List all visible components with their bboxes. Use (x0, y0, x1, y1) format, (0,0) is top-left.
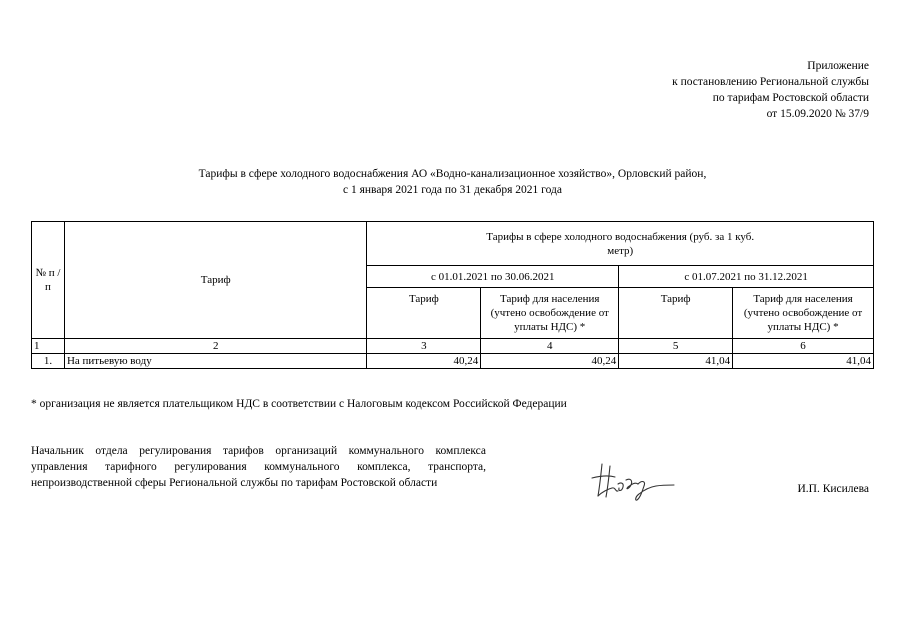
header-p1-tariff: Тариф (367, 288, 481, 339)
signatory-name: И.П. Кисилева (797, 483, 869, 495)
handwritten-signature (588, 456, 680, 502)
tariff-table (31, 221, 874, 369)
position-line-2: управления тарифного регулирования коммунального комплекса, транспорта, (31, 461, 486, 473)
header-tariff-name: Тариф (64, 222, 366, 339)
column-number: 2 (64, 339, 366, 354)
title-line-2: с 1 января 2021 года по 31 декабря 2021 года (343, 184, 562, 196)
footnote: * организация не является плательщиком НДС в соответствии с Налоговым кодексом Российской Федерации (31, 398, 567, 410)
column-number: 6 (733, 339, 874, 354)
position-line-3: непроизводственной сферы Региональной службы по тарифам Ростовской области (31, 477, 438, 489)
title-line-1: Тарифы в сфере холодного водоснабжения АО «Водно-канализационное хозяйство», Орловский район, (198, 168, 707, 180)
position-line-1: Начальник отдела регулирования тарифов организаций коммунального комплекса (31, 445, 486, 457)
appendix-header (672, 58, 869, 122)
appendix-service-ref: по тарифам Ростовской области (712, 92, 869, 104)
row-tariff-name: На питьевую воду (64, 354, 366, 369)
document-title (0, 166, 905, 198)
signatory-position (31, 443, 486, 491)
row-number: 1. (32, 354, 65, 369)
header-period-1: с 01.01.2021 по 30.06.2021 (367, 266, 619, 288)
appendix-date-number: от 15.09.2020 № 37/9 (766, 108, 869, 120)
column-number: 3 (367, 339, 481, 354)
header-p2-tariff: Тариф (619, 288, 733, 339)
column-number: 4 (481, 339, 619, 354)
table-row (32, 354, 874, 369)
header-period-2: с 01.07.2021 по 31.12.2021 (619, 266, 874, 288)
appendix-label: Приложение (807, 60, 869, 72)
row-p1-tariff: 40,24 (367, 354, 481, 369)
row-p2-tariff: 41,04 (619, 354, 733, 369)
header-tariff-group: Тарифы в сфере холодного водоснабжения (руб. за 1 куб. метр) (367, 222, 874, 266)
appendix-resolution-ref: к постановлению Региональной службы (672, 76, 869, 88)
header-row-number: № п /п (32, 222, 65, 339)
row-p2-population: 41,04 (733, 354, 874, 369)
column-number: 5 (619, 339, 733, 354)
header-p1-population: Тариф для населения (учтено освобождение от уплаты НДС) * (481, 288, 619, 339)
column-number-row (32, 339, 874, 354)
row-p1-population: 40,24 (481, 354, 619, 369)
header-p2-population: Тариф для населения (учтено освобождение от уплаты НДС) * (733, 288, 874, 339)
column-number: 1 (32, 339, 65, 354)
